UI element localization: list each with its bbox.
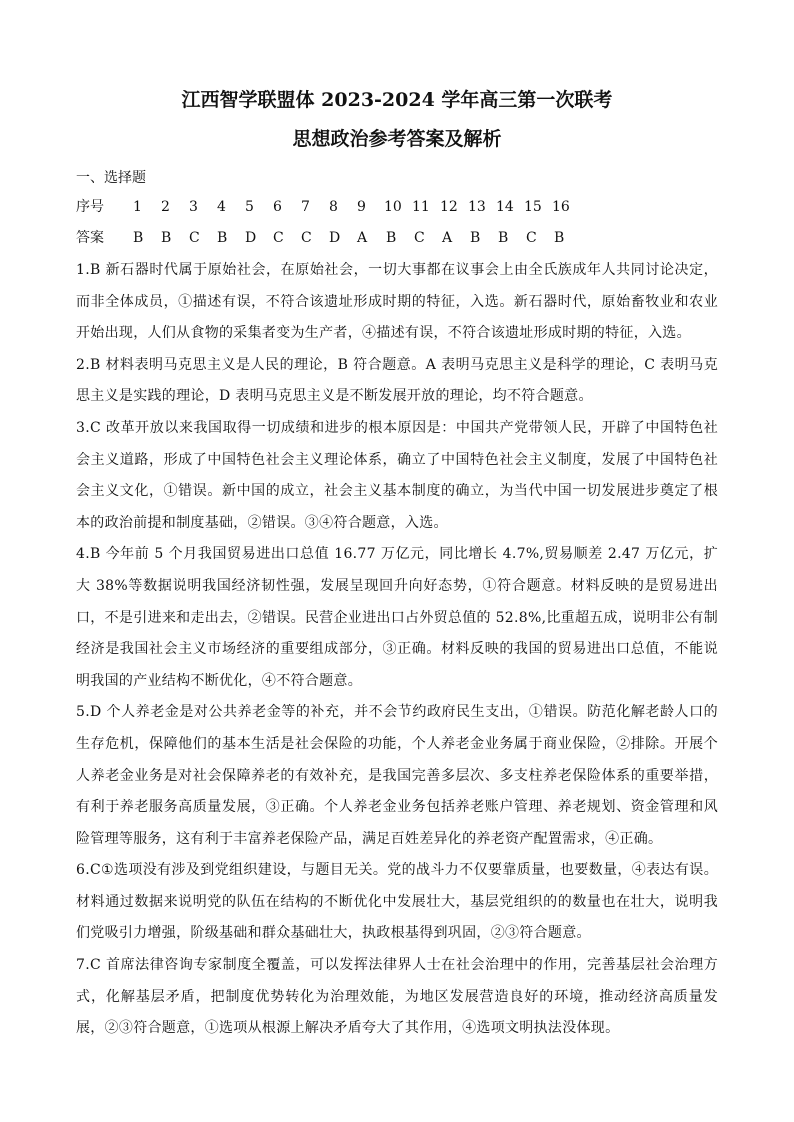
explanation-paragraph-5: 5.D 个人养老金是对公共养老金等的补充，并不会节约政府民生支出，①错误。防范化解老龄人口的生存危机，保障他们的基本生活是社会保险的功能，个人养老金业务属于商业保险，②排除。开展个人养老金业务是对社会保障养老的有效补充，是我国完善多层次、多支柱养老保险体系的重要举措，有利于养老服务高质量发展，③正确。个人养老金业务包括养老账户管理、养老规划、资金管理和风险管理等服务，这有利于丰富养老保险产品，满足百姓差异化的养老资产配置需求，④正确。 xyxy=(76,704,718,847)
answer-cell: B xyxy=(498,230,509,246)
answer-cell: D xyxy=(329,230,341,246)
question-number-cell: 7 xyxy=(301,199,310,215)
question-number-cell: 16 xyxy=(552,199,570,215)
question-number-cell: 8 xyxy=(329,199,338,215)
question-number-cell: 4 xyxy=(217,199,226,215)
explanation-paragraph-3: 3.C 改革开放以来我国取得一切成绩和进步的根本原因是：中国共产党带领人民，开辟了中国特色社会主义道路，形成了中国特色社会主义理论体系，确立了中国特色社会主义制度，发展了中国特色社会主义文化，①错误。新中国的成立，社会主义基本制度的确立，为当代中国一切发展进步奠定了根本的政治前提和制度基础，②错误。③④符合题意，入选。 xyxy=(76,419,718,531)
answer-cell: B xyxy=(161,230,172,246)
answer-table-key-row xyxy=(76,228,676,248)
explanation-paragraph-1: 1.B 新石器时代属于原始社会，在原始社会，一切大事都在议事会上由全氏族成年人共同讨论决定，而非全体成员，①描述有误，不符合该遗址形成时期的特征，入选。新石器时代，原始畜牧业和农业开始出现，人们从食物的采集者变为生产者，④描述有误，不符合该遗址形成时期的特征，入选。 xyxy=(76,262,718,342)
question-number-cell: 3 xyxy=(189,199,198,215)
question-number-cell: 14 xyxy=(496,199,514,215)
document-subtitle: 思想政治参考答案及解析 xyxy=(292,128,502,150)
question-number-cell: 10 xyxy=(384,199,402,215)
question-number-cell: 6 xyxy=(273,199,282,215)
question-number-cell: 12 xyxy=(440,199,458,215)
answer-cell: C xyxy=(301,230,312,246)
answer-cell: B xyxy=(554,230,565,246)
answer-cell: A xyxy=(442,230,453,246)
explanation-paragraph-7: 7.C 首席法律咨询专家制度全覆盖，可以发挥法律界人士在社会治理中的作用，完善基层社会治理方式，化解基层矛盾，把制度优势转化为治理效能，为地区发展营造良好的环境，推动经济高质量发展，②③符合题意，①选项从根源上解决矛盾夸大了其作用，④选项文明执法没体现。 xyxy=(76,957,718,1037)
question-number-cell: 1 xyxy=(133,199,142,215)
answer-cell: C xyxy=(526,230,537,246)
answer-cell: C xyxy=(414,230,425,246)
explanation-paragraph-2: 2.B 材料表明马克思主义是人民的理论，B 符合题意。A 表明马克思主义是科学的理论，C 表明马克思主义是实践的理论，D 表明马克思主义是不断发展开放的理论，均不符合题意。 xyxy=(76,356,718,405)
section-heading-multiple-choice: 一、选择题 xyxy=(76,170,146,186)
question-number-cell: 11 xyxy=(412,199,430,215)
answer-cell: B xyxy=(133,230,144,246)
answer-cell: C xyxy=(273,230,284,246)
question-number-cell: 15 xyxy=(524,199,542,215)
question-number-cell: 13 xyxy=(468,199,486,215)
explanation-paragraph-4: 4.B 今年前 5 个月我国贸易进出口总值 16.77 万亿元，同比增长 4.7%,贸易顺差 2.47 万亿元，扩大 38%等数据说明我国经济韧性强，发展呈现回升向好态势，①符合题意。材料反映的是贸易进出口，不是引进来和走出去，②错误。民营企业进出口占外贸总值的 52.8%,比重超五成，说明非公有制经济是我国社会主义市场经济的重要组成部分，③正确。材料反映的我国的贸易进出口总值，不能说明我国的产业结构不断优化，④不符合题意。 xyxy=(76,546,718,689)
answer-cell: D xyxy=(245,230,257,246)
answer-cell: C xyxy=(189,230,200,246)
answer-table-number-row xyxy=(76,197,676,217)
explanations-body xyxy=(76,255,718,1045)
number-row-label: 序号 xyxy=(76,199,104,215)
explanation-paragraph-6: 6.C①选项没有涉及到党组织建设，与题目无关。党的战斗力不仅要靠质量，也要数量，④表达有误。材料通过数据来说明党的队伍在结构的不断优化中发展壮大，基层党组织的的数量也在壮大，说明我们党吸引力增强，阶级基础和群众基础壮大，执政根基得到巩固，②③符合题意。 xyxy=(76,862,718,942)
answer-row-label: 答案 xyxy=(76,230,104,246)
answer-cell: B xyxy=(470,230,481,246)
question-number-cell: 5 xyxy=(245,199,254,215)
question-number-cell: 9 xyxy=(357,199,366,215)
answer-cell: B xyxy=(386,230,397,246)
question-number-cell: 2 xyxy=(161,199,170,215)
answer-cell: B xyxy=(217,230,228,246)
document-title: 江西智学联盟体 2023-2024 学年高三第一次联考 xyxy=(181,89,613,111)
answer-cell: A xyxy=(357,230,368,246)
